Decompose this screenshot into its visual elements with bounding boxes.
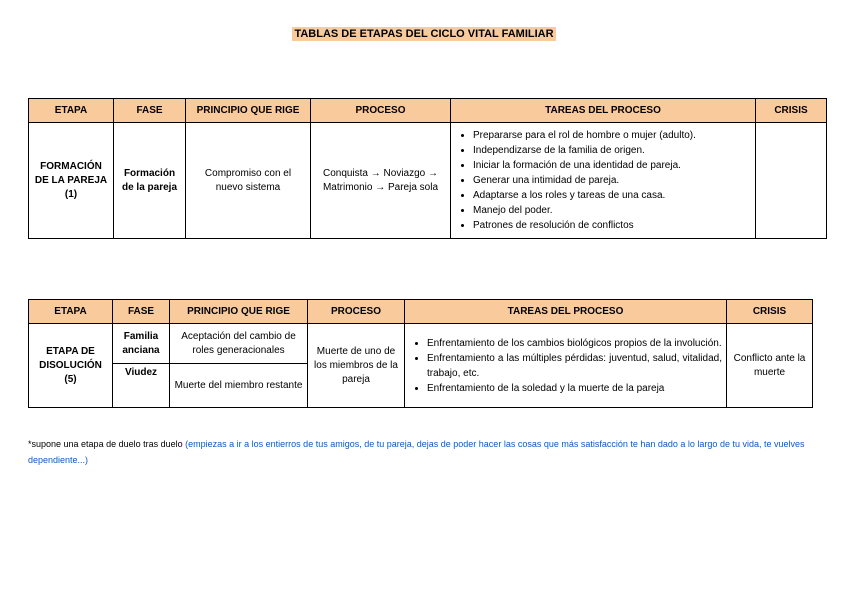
cell-fase-familia-anciana: Familia anciana	[113, 324, 170, 364]
header-crisis: CRISIS	[756, 99, 827, 123]
cell-etapa: ETAPA DE DISOLUCIÓN (5)	[29, 324, 113, 408]
footnote-prefix: *supone una etapa de duelo tras duelo	[28, 439, 186, 449]
header-etapa: ETAPA	[29, 300, 113, 324]
list-item: • Enfrentamiento a las múltiples pérdidas: juventud, salud, vitalidad, trabajo, etc.	[427, 351, 722, 381]
cell-principio-viudez: Muerte del miembro restante	[170, 364, 308, 408]
header-principio: PRINCIPIO QUE RIGE	[170, 300, 308, 324]
list-item: • Prepararse para el rol de hombre o mujer (adulto).	[473, 128, 751, 143]
cell-tareas	[451, 123, 756, 239]
list-item: • Iniciar la formación de una identidad de pareja.	[473, 158, 751, 173]
header-fase: FASE	[113, 300, 170, 324]
table-row	[29, 324, 813, 364]
list-item: • Manejo del poder.	[473, 203, 751, 218]
table-disolucion	[28, 299, 813, 408]
cell-proceso: Conquista → Noviazgo → Matrimonio → Pareja sola	[311, 123, 451, 239]
footnote	[28, 436, 820, 468]
header-principio: PRINCIPIO QUE RIGE	[186, 99, 311, 123]
cell-crisis: Conflicto ante la muerte	[727, 324, 813, 408]
table-formacion-pareja	[28, 98, 827, 239]
cell-principio-familia-anciana: Aceptación del cambio de roles generacionales	[170, 324, 308, 364]
title-text: TABLAS DE ETAPAS DEL CICLO VITAL FAMILIAR	[294, 28, 554, 40]
cell-principio: Compromiso con el nuevo sistema	[186, 123, 311, 239]
header-etapa: ETAPA	[29, 99, 114, 123]
cell-crisis	[756, 123, 827, 239]
cell-fase-viudez: Viudez	[113, 364, 170, 408]
tareas-list	[455, 128, 751, 233]
list-item: • Patrones de resolución de conflictos	[473, 218, 751, 233]
table-header-row	[29, 99, 827, 123]
table-row	[29, 123, 827, 239]
tareas-list	[409, 336, 722, 396]
cell-tareas	[405, 324, 727, 408]
cell-etapa: FORMACIÓN DE LA PAREJA (1)	[29, 123, 114, 239]
header-fase: FASE	[114, 99, 186, 123]
table-header-row	[29, 300, 813, 324]
header-tareas: TAREAS DEL PROCESO	[451, 99, 756, 123]
header-proceso: PROCESO	[311, 99, 451, 123]
cell-fase: Formación de la pareja	[114, 123, 186, 239]
list-item: • Independizarse de la familia de origen.	[473, 143, 751, 158]
list-item: • Enfrentamiento de los cambios biológicos propios de la involución.	[427, 336, 722, 351]
page-title	[0, 28, 848, 40]
list-item: • Generar una intimidad de pareja.	[473, 173, 751, 188]
header-tareas: TAREAS DEL PROCESO	[405, 300, 727, 324]
footnote-detail: (empiezas a ir a los entierros de tus amigos, de tu pareja, dejas de poder hacer las cosas que más satisfacción te han dado a lo largo de tu vida, te vuelves dependiente...)	[28, 439, 805, 465]
list-item: • Adaptarse a los roles y tareas de una casa.	[473, 188, 751, 203]
list-item: • Enfrentamiento de la soledad y la muerte de la pareja	[427, 381, 722, 396]
cell-proceso: Muerte de uno de los miembros de la pareja	[308, 324, 405, 408]
header-crisis: CRISIS	[727, 300, 813, 324]
header-proceso: PROCESO	[308, 300, 405, 324]
